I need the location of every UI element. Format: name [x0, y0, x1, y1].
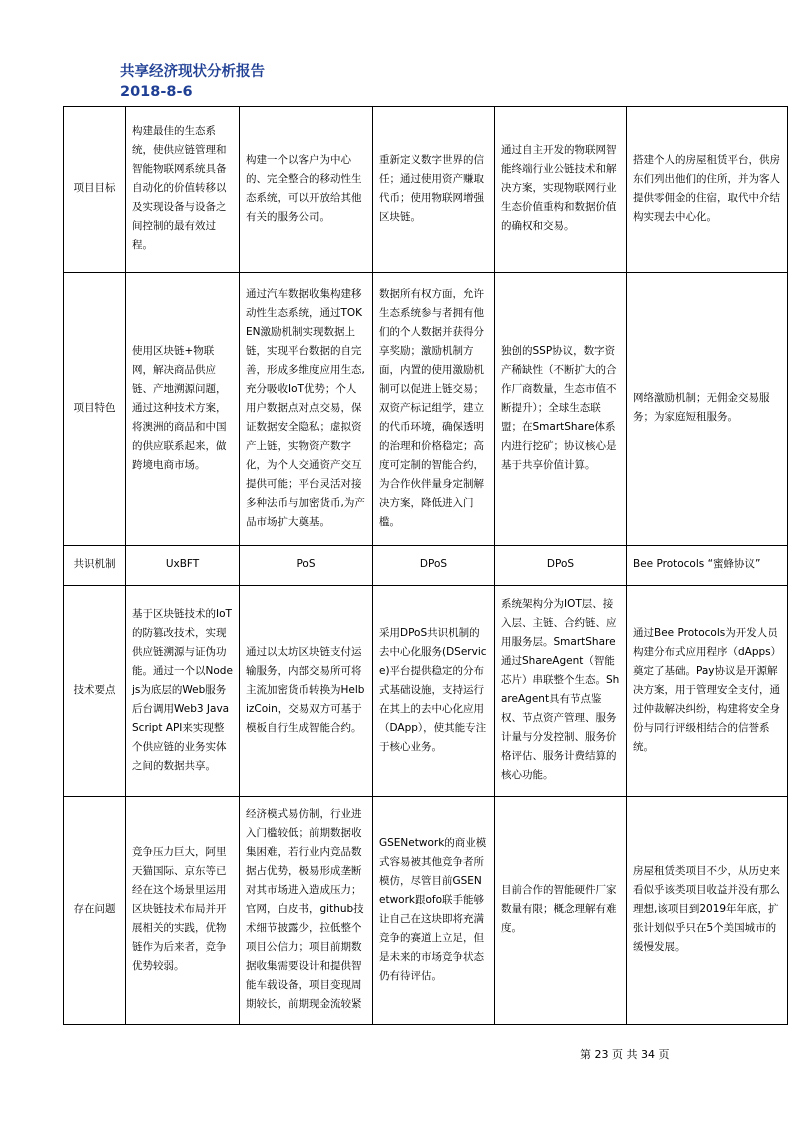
table-cell: 房屋租赁类项目不少，从历史来看似乎该类项目收益并没有那么理想,该项目到2019年年底，扩张计划似乎只在5个美国城市的缓慢发展。 [627, 797, 788, 1025]
table-row [64, 273, 788, 546]
table-row [64, 546, 788, 586]
table-cell: 目前合作的智能硬件厂家数量有限；概念理解有难度。 [495, 797, 627, 1025]
table-cell: 系统架构分为IOT层、接入层、主链、合约链、应用服务层。SmartShare通过ShareAgent（智能芯片）串联整个生态。ShareAgent具有节点鉴权、节点资产管理、服务计量与分发控制、服务价格评估、服务计费结算的核心功能。 [495, 586, 627, 797]
table-cell: 网络激励机制；无佣金交易服务；为家庭短租服务。 [627, 273, 788, 546]
page-number: 第 23 页 共 34 页 [580, 1048, 670, 1061]
table-cell: DPoS [495, 546, 627, 586]
report-title: 共享经济现状分析报告 [120, 64, 265, 80]
table-cell: 通过以太坊区块链支付运输服务，内部交易所可将主流加密货币转换为HelbizCoin，交易双方可基于模板自行生成智能合约。 [240, 586, 373, 797]
table-cell: 使用区块链+物联网，解决商品供应链、产地溯源问题，通过这种技术方案，将澳洲的商品和中国的供应联系起来，做跨境电商市场。 [126, 273, 240, 546]
table-cell: 采用DPoS共识机制的去中心化服务(DService)平台提供稳定的分布式基础设施，支持运行在其上的去中心化应用（DApp），使其能专注于核心业务。 [373, 586, 495, 797]
table-cell: 独创的SSP协议，数字资产稀缺性（不断扩大的合作厂商数量，生态市值不断提升）；全球生态联盟；在SmartShare体系内进行挖矿；协议核心是基于共享价值计算。 [495, 273, 627, 546]
table-cell: 经济模式易仿制，行业进入门槛较低；前期数据收集困难，若行业内竞品数据占优势，极易形成垄断对其市场进入造成压力；官网，白皮书，github技术细节披露少，拉低整个项目公信力；项目前期数据收集需要设计和提供智能车载设备，项目变现周期较长，前期现金流较紧 [240, 797, 373, 1025]
table-cell: PoS [240, 546, 373, 586]
row-label-tech-points: 技术要点 [64, 586, 126, 797]
comparison-table [63, 106, 788, 1025]
table-cell: UxBFT [126, 546, 240, 586]
table-cell: 通过汽车数据收集构建移动性生态系统，通过TOKEN激励机制实现数据上链，实现平台数据的自完善，形成多维度应用生态,充分吸收IoT优势；个人用户数据点对点交易，保证数据安全隐私；虚拟资产上链，实物资产数字化，为个人交通资产交互提供可能；平台灵活对接多种法币与加密货币,为产品市场扩大奠基。 [240, 273, 373, 546]
table-cell: 搭建个人的房屋租赁平台，供房东们列出他们的住所，并为客人提供零佣金的住宿，取代中介结构实现去中心化。 [627, 107, 788, 273]
table-row [64, 797, 788, 1025]
row-label-project-goal: 项目目标 [64, 107, 126, 273]
table-cell: 构建最佳的生态系统，使供应链管理和智能物联网系统具备自动化的价值转移以及实现设备与设备之间控制的最有效过程。 [126, 107, 240, 273]
table-cell: DPoS [373, 546, 495, 586]
row-label-consensus: 共识机制 [64, 546, 126, 586]
table-cell: 竞争压力巨大，阿里天猫国际、京东等已经在这个场景里运用区块链技术布局并开展相关的实践，优物链作为后来者，竞争优势较弱。 [126, 797, 240, 1025]
table-cell: Bee Protocols “蜜蜂协议” [627, 546, 788, 586]
table-cell: GSENetwork的商业模式容易被其他竞争者所模仿，尽管目前GSENetwork跟ofo联手能够让自己在这块即将充满竞争的赛道上立足，但是未来的市场竞争状态仍有待评估。 [373, 797, 495, 1025]
table-cell: 通过自主开发的物联网智能终端行业公链技术和解决方案，实现物联网行业生态价值重构和数据价值的确权和交易。 [495, 107, 627, 273]
table-cell: 数据所有权方面，允许生态系统参与者拥有他们的个人数据并获得分享奖励；激励机制方面，内置的使用激励机制可以促进上链交易；双资产标记组学，建立的代币环境，确保透明的治理和价格稳定；高度可定制的智能合约，为合作伙伴量身定制解决方案，降低进入门槛。 [373, 273, 495, 546]
table-cell: 通过Bee Protocols为开发人员构建分布式应用程序（dApps）奠定了基础。Pay协议是开源解决方案，用于管理安全支付，通过仲裁解决纠纷，构建将安全身份与同行评级相结合的信誉系统。 [627, 586, 788, 797]
row-label-issues: 存在问题 [64, 797, 126, 1025]
table-row [64, 586, 788, 797]
row-label-project-features: 项目特色 [64, 273, 126, 546]
table-cell: 重新定义数字世界的信任；通过使用资产赚取代币；使用物联网增强区块链。 [373, 107, 495, 273]
table-cell: 基于区块链技术的IoT的防篡改技术，实现供应链溯源与证伪功能。通过一个以Nodejs为底层的Web服务后台调用Web3 JavaScript API来实现整个供应链的业务实体之间的数据共享。 [126, 586, 240, 797]
table-row [64, 107, 788, 273]
table-cell: 构建一个以客户为中心的、完全整合的移动性生态系统，可以开放给其他有关的服务公司。 [240, 107, 373, 273]
report-date: 2018-8-6 [120, 84, 193, 100]
